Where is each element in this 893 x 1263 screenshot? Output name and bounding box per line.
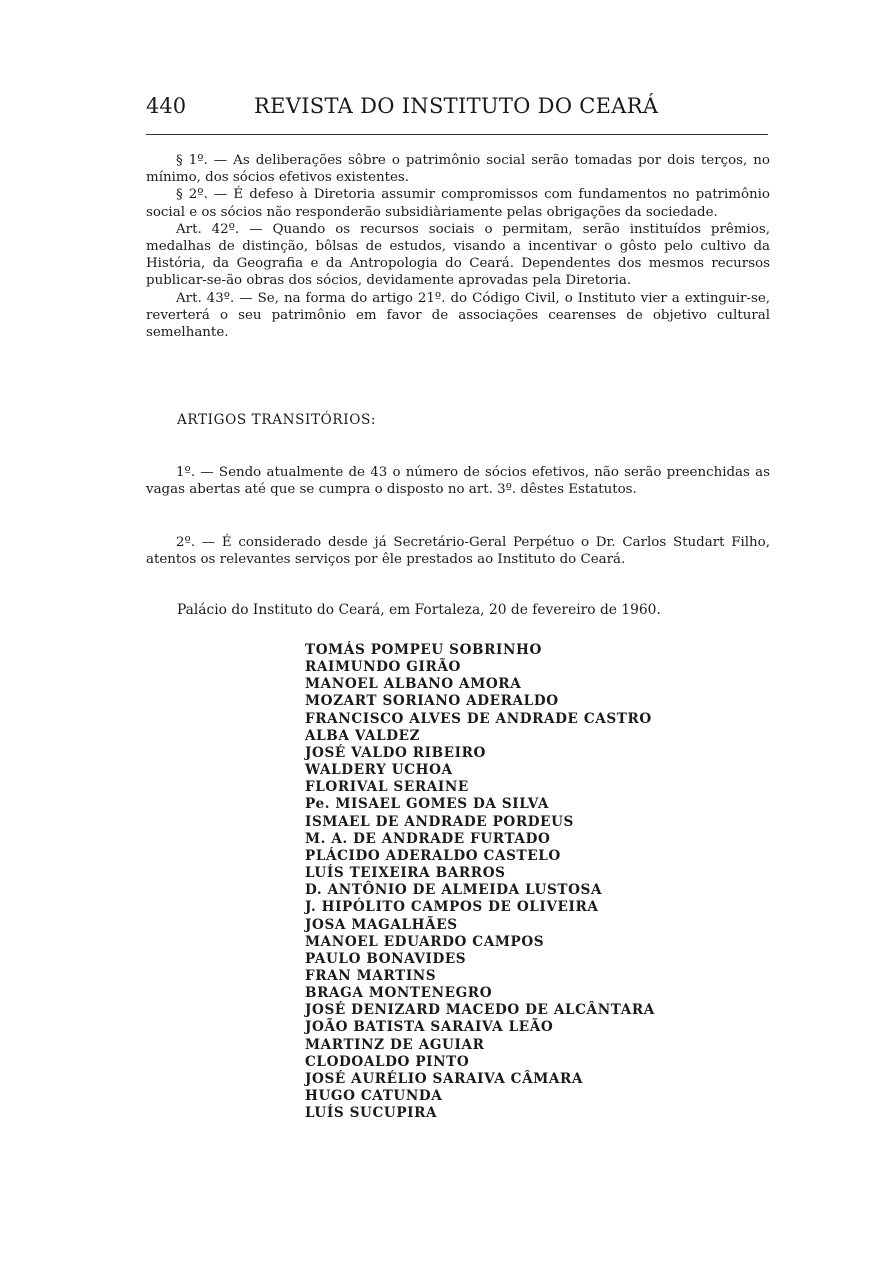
page-header — [146, 94, 770, 130]
paragraph-2: § 2º. — É defeso à Diretoria assumir compromissos com fundamentos no patrimônio social e os sócios não responderão subsidiàriamente pelas obrigações da sociedade. — [146, 187, 770, 220]
paragraph-1: § 1º. — As deliberações sôbre o patrimônio social serão tomadas por dois terços, no mínimo, dos sócios efetivos existentes. — [146, 153, 770, 186]
signatory: MOZART SORIANO ADERALDO — [305, 693, 559, 710]
signatory: HUGO CATUNDA — [305, 1088, 443, 1105]
signatory: JOSÉ DENIZARD MACEDO DE ALCÂNTARA — [305, 1002, 655, 1019]
signatory: BRAGA MONTENEGRO — [305, 985, 493, 1002]
signatory: ALBA VALDEZ — [305, 727, 421, 744]
signatory: LUÍS SUCUPIRA — [305, 1105, 438, 1122]
transitory-article-2 — [146, 534, 770, 568]
signatory: ISMAEL DE ANDRADE PORDEUS — [305, 813, 574, 830]
closing-line — [146, 602, 770, 618]
transitory-text-1: 1º. — Sendo atualmente de 43 o número de sócios efetivos, não serão preenchidas as vagas abertas até que se cumpra o disposto no art. 3º. dêstes Estatutos. — [146, 465, 770, 498]
signatory: WALDERY UCHOA — [305, 762, 453, 779]
signatory: Pe. MISAEL GOMES DA SILVA — [305, 796, 550, 813]
signatory: PAULO BONAVIDES — [305, 950, 467, 967]
signatory: FRAN MARTINS — [305, 967, 437, 984]
signatory: TOMÁS POMPEU SOBRINHO — [305, 642, 542, 658]
article-43: Art. 43º. — Se, na forma do artigo 21º. do Código Civil, o Instituto vier a extinguir-se, reverterá o seu patrimônio em favor de associações cearenses de objetivo cultural semelhante. — [146, 290, 770, 341]
signatory: D. ANTÔNIO DE ALMEIDA LUSTOSA — [305, 882, 603, 899]
signatory: CLODOALDO PINTO — [305, 1053, 470, 1070]
header-rule — [146, 134, 768, 135]
signatory: M. A. DE ANDRADE FURTADO — [305, 830, 551, 847]
page-number: 440 — [146, 94, 187, 118]
running-title: REVISTA DO INSTITUTO DO CEARÁ — [254, 94, 659, 118]
transitory-heading: ARTIGOS TRANSITÓRIOS: — [177, 412, 377, 428]
signatory: RAIMUNDO GIRÃO — [305, 659, 461, 676]
signatory: MARTINZ DE AGUIAR — [305, 1036, 485, 1053]
signatory: JOSA MAGALHÃES — [305, 916, 458, 933]
signatory: JOSÉ VALDO RIBEIRO — [305, 744, 486, 761]
signatory: FRANCISCO ALVES DE ANDRADE CASTRO — [305, 710, 652, 727]
transitory-text-2: 2º. — É considerado desde já Secretário-Geral Perpétuo o Dr. Carlos Studart Filho, atentos os relevantes serviços por êle prestados ao Instituto do Ceará. — [146, 535, 770, 568]
signatory: JOSÉ AURÉLIO SARAIVA CÂMARA — [305, 1070, 584, 1087]
closing-text: Palácio do Instituto do Ceará, em Fortaleza, 20 de fevereiro de 1960. — [177, 602, 661, 618]
signatory: LUÍS TEIXEIRA BARROS — [305, 865, 506, 882]
statute-articles — [146, 152, 770, 341]
signatory: J. HIPÓLITO CAMPOS DE OLIVEIRA — [305, 899, 599, 916]
signatory: MANOEL ALBANO AMORA — [305, 676, 522, 693]
signatory: MANOEL EDUARDO CAMPOS — [305, 933, 545, 950]
transitory-article-1 — [146, 464, 770, 498]
signatories-list — [305, 642, 655, 1122]
signatory: JOÃO BATISTA SARAIVA LEÃO — [305, 1019, 554, 1036]
signatory: PLÁCIDO ADERALDO CASTELO — [305, 847, 561, 864]
signatory: FLORIVAL SERAINE — [305, 779, 469, 796]
article-42: Art. 42º. — Quando os recursos sociais o permitam, serão instituídos prêmios, medalhas de distinção, bôlsas de estudos, visando a incentivar o gôsto pelo cultivo da História, da Geografia e da Antropologia do Ceará. Dependentes dos mesmos recursos publicar-se-ão obras dos sócios, devidamente aprovadas pela Diretoria. — [146, 221, 770, 289]
